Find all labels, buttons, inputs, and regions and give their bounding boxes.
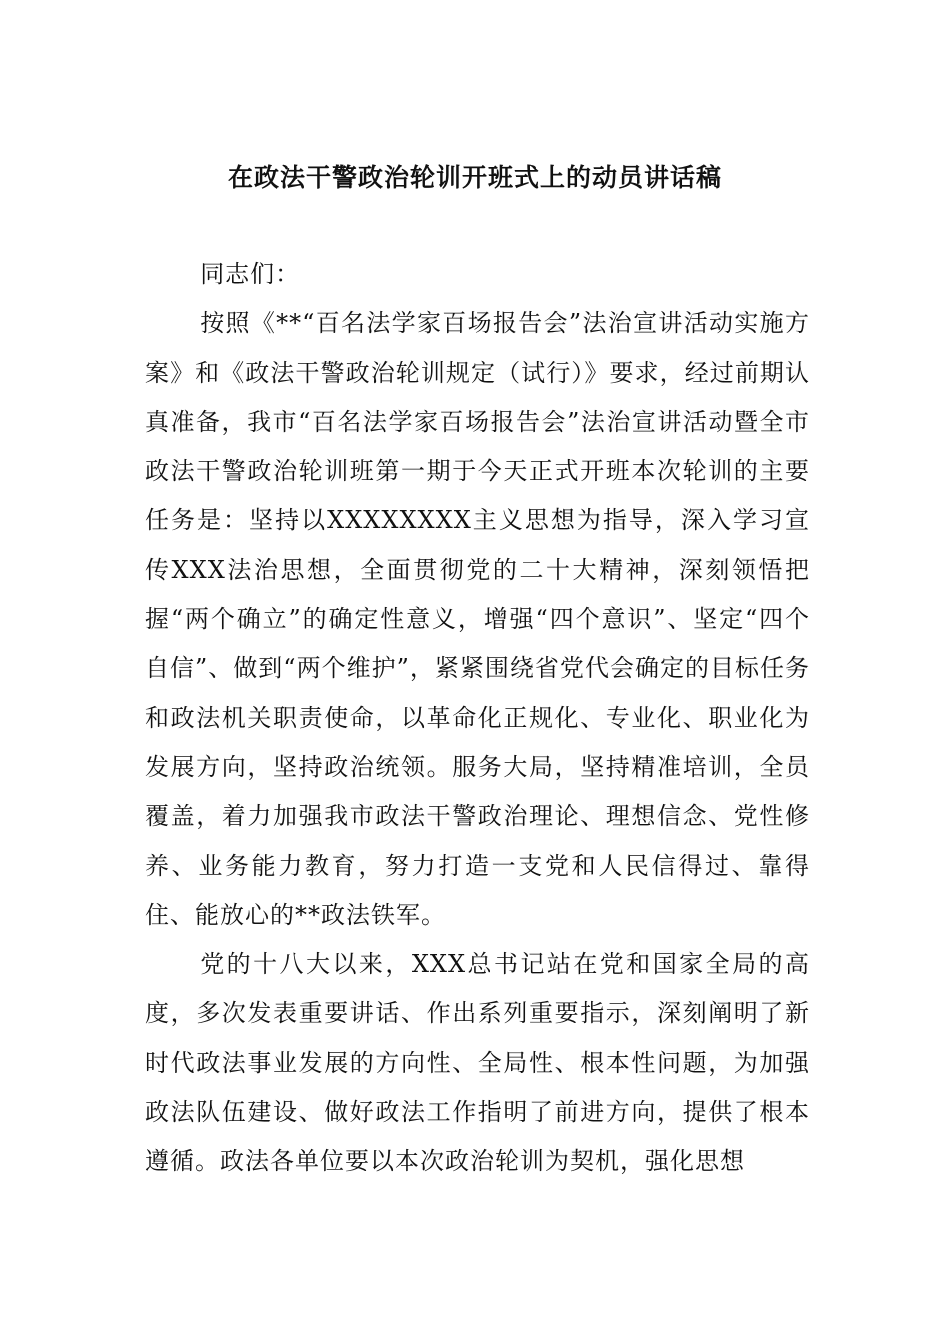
paragraph-2: 党的十八大以来，XXX总书记站在党和国家全局的高度，多次发表重要讲话、作出系列重要指示，深刻阐明了新时代政法事业发展的方向性、全局性、根本性问题，为加强政法队伍建设、做好政法工作指明了前进方向，提供了根本遵循。政法各单位要以本次政治轮训为契机，强化思想 bbox=[145, 950, 810, 1176]
document-title: 在政法干警政治轮训开班式上的动员讲话稿 bbox=[227, 163, 722, 192]
greeting-paragraph: 同志们： bbox=[200, 260, 301, 288]
document-body bbox=[145, 250, 810, 1187]
paragraph-1: 按照《**“百名法学家百场报告会”法治宣讲活动实施方案》和《政法干警政治轮训规定（试行）》要求，经过前期认真准备，我市“百名法学家百场报告会”法治宣讲活动暨全市政法干警政治轮训班第一期于今天正式开班本次轮训的主要任务是：坚持以XXXXXXXX主义思想为指导，深入学习宣传XXX法治思想，全面贯彻党的二十大精神，深刻领悟把握“两个确立”的确定性意义，增强“四个意识”、坚定“四个自信”、做到“两个维护”，紧紧围绕省党代会确定的目标任务和政法机关职责使命，以革命化正规化、专业化、职业化为发展方向，坚持政治统领。服务大局，坚持精准培训，全员覆盖，着力加强我市政法干警政治理论、理想信念、党性修养、业务能力教育，努力打造一支党和人民信得过、靠得住、能放心的**政法铁军。 bbox=[145, 309, 810, 929]
